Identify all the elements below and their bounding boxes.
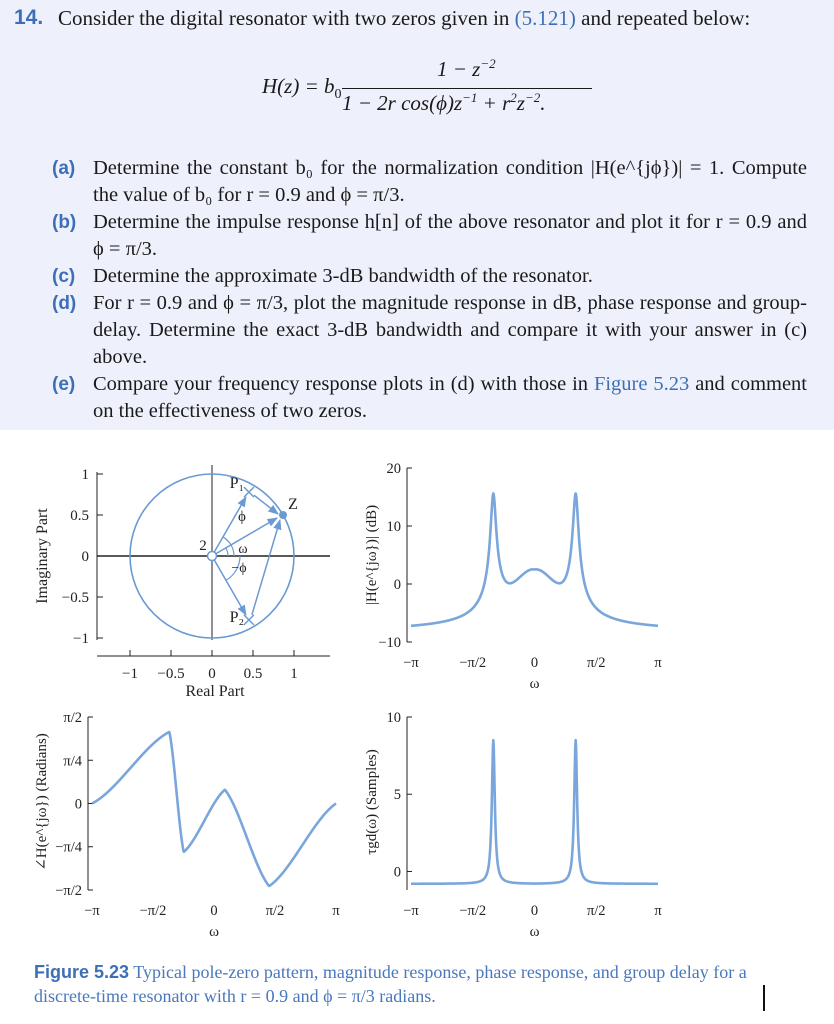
intro-text: Consider the digital resonator with two zeros given in xyxy=(58,6,515,30)
pz-xtick-label: 1 xyxy=(290,666,298,682)
magnitude-xtick-label: −π xyxy=(403,655,419,671)
magnitude-xtick-label: 0 xyxy=(530,655,539,671)
magnitude-xlabel: ω xyxy=(529,676,540,692)
pz-ylabel: Imaginary Part xyxy=(34,508,51,604)
magnitude-ytick-label: 20 xyxy=(386,461,401,477)
pz-ytick-label: 0.5 xyxy=(70,508,89,524)
pz-ytick-label: −1 xyxy=(73,631,89,647)
pz-xtick-label: −0.5 xyxy=(157,666,185,682)
magnitude-ytick-label: −10 xyxy=(378,635,401,651)
phase-ytick-label: −π/2 xyxy=(55,882,82,899)
eval-point-label: Z xyxy=(288,496,298,513)
pole-p1-label: P₁ xyxy=(229,475,245,493)
magnitude-ytick-label: 10 xyxy=(386,519,401,535)
magnitude-ytick-label: 0 xyxy=(393,577,401,593)
phase-ytick-label: 0 xyxy=(74,796,82,813)
phase-xtick-label: π/2 xyxy=(265,903,285,919)
phase-ytick-label: −π/4 xyxy=(55,839,82,856)
magnitude-xtick-label: −π/2 xyxy=(459,655,487,671)
eval-point-z xyxy=(279,511,287,519)
magnitude-series-line xyxy=(411,494,658,626)
angle-omega-label: ω xyxy=(238,542,248,557)
group-delay-ytick-label: 5 xyxy=(393,787,401,804)
angle-neg-phi-label: −ϕ xyxy=(231,561,247,576)
problem-parts xyxy=(52,155,807,425)
group-delay-xtick-label: π xyxy=(654,903,662,919)
group-delay-ytick-label: 10 xyxy=(386,710,401,726)
arc-omega xyxy=(226,548,228,556)
group-delay-ytick-label: 0 xyxy=(393,864,401,881)
pz-xtick-label: 0 xyxy=(208,666,216,682)
zero-order-label: 2 xyxy=(199,538,207,554)
pz-xtick-label: 0.5 xyxy=(243,666,263,682)
part-d: (d) For r = 0.9 and ϕ = π/3, plot the magnitude response in dB, phase response and group-delay. Determine the exact 3-dB bandwidth and compare it with your answer in (c) above. xyxy=(52,292,807,368)
phase-xtick-label: −π/2 xyxy=(139,903,167,919)
phase-xtick-label: −π xyxy=(84,903,100,919)
figure-caption xyxy=(34,960,794,1008)
group-delay-ylabel: τgd(ω) (Samples) xyxy=(364,749,380,855)
pz-ytick-label: 1 xyxy=(81,467,89,483)
pz-xtick-label: −1 xyxy=(122,666,138,682)
figure-reference-link[interactable]: Figure 5.23 xyxy=(593,373,690,395)
intro-text-end: and repeated below: xyxy=(575,6,751,30)
vector-p1-z xyxy=(254,495,278,514)
part-e: (e) Compare your frequency response plots in (d) with those in Figure 5.23 and comment on the effectiveness of two zeros. xyxy=(52,373,807,422)
problem-block: 14. Consider the digital resonator with two zeros given in (5.121) and repeated below: $H(z) = b_0$ $1 - z^{-2}$ 1 − 2r $\cos(\phi)z^{-1} + r^2z^{-2}$. (a) Determine the constant b₀ for the normalization condition |H(e^{jϕ})| = 1. Compute the value of b₀ for r = 0.9 and ϕ = π/3. (b) Determine the impulse response h[n] of the above resonator and plot it for r = 0.9 and ϕ = π/3. (c) Determine the approximate 3-dB bandwidth of the resonator. (d) For r = 0.9 and ϕ = π/3, plot the magnitude response in dB, phase response and group-delay. Determine the exact 3-dB bandwidth and compare it with your answer in (c) above. (e) Compare your frequency response plots in (d) with those in Figure 5.23 and comment on the effectiveness of two zeros. xyxy=(0,0,834,430)
group-delay-xtick-label: π/2 xyxy=(586,903,606,919)
group-delay-xtick-label: −π/2 xyxy=(459,903,487,919)
caption-label: Figure 5.23 xyxy=(34,962,130,982)
pole-p2-label: P₂ xyxy=(229,608,245,626)
phase-ylabel: ∠H(e^{jω}) (Radians) xyxy=(34,733,50,871)
group-delay-series-line xyxy=(411,740,658,884)
pz-ytick-label: 0 xyxy=(81,549,89,565)
caption-text: Typical pole-zero pattern, magnitude response, phase response, and group delay for a discrete-time resonator with r = 0.9 and ϕ = π/3 radians. xyxy=(34,962,747,1006)
magnitude-xtick-label: π xyxy=(654,655,662,671)
group-delay-xlabel: ω xyxy=(529,924,540,940)
part-c: (c) Determine the approximate 3-dB bandwidth of the resonator. xyxy=(52,265,593,287)
text-cursor xyxy=(763,985,765,1011)
phase-ytick-label: π/2 xyxy=(63,710,82,727)
magnitude-ylabel: |H(e^{jω})| (dB) xyxy=(364,504,380,606)
phase-xtick-label: 0 xyxy=(210,903,218,919)
problem-number: 14. xyxy=(14,6,44,29)
zero-marker xyxy=(208,552,217,561)
figure-5-23 xyxy=(0,430,834,950)
pz-xlabel: Real Part xyxy=(185,683,245,700)
phase-series-line xyxy=(92,732,336,886)
problem-intro xyxy=(58,6,750,31)
angle-phi-label: ϕ xyxy=(238,509,246,525)
group-delay-xtick-label: −π xyxy=(403,903,419,919)
part-a: (a) Determine the constant b₀ for the normalization condition |H(e^{jϕ})| = 1. Compute the value of b₀ for r = 0.9 and ϕ = π/3. xyxy=(52,157,807,206)
group-delay-xtick-label: 0 xyxy=(530,903,539,919)
equation-reference-link[interactable]: (5.121) xyxy=(514,6,576,30)
part-b: (b) Determine the impulse response h[n] of the above resonator and plot it for r = 0.9 and ϕ = π/3. xyxy=(52,211,807,260)
vector-p2-z xyxy=(252,520,280,615)
phase-xtick-label: π xyxy=(332,903,340,919)
phase-xlabel: ω xyxy=(209,924,219,940)
phase-ytick-label: π/4 xyxy=(63,753,82,770)
pz-ytick-label: −0.5 xyxy=(61,590,89,606)
magnitude-xtick-label: π/2 xyxy=(586,655,606,671)
